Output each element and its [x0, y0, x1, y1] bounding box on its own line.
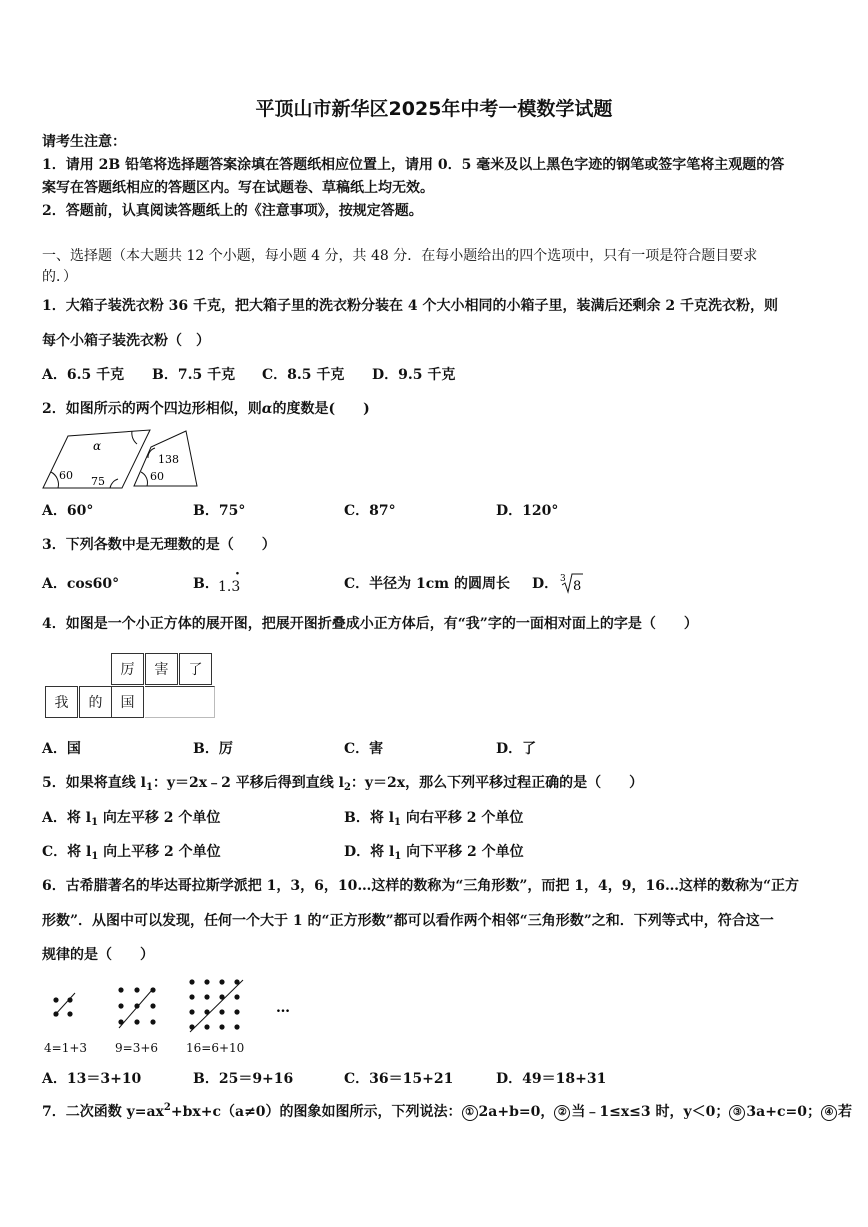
q5-stem-part-a: 5．如果将直线 l [42, 775, 146, 791]
question-4-stem: 4．如图是一个小正方体的展开图，把展开图折叠成小正方体后，有“我”字的一面相对面上的字是（ ） [42, 616, 698, 632]
q5-stem-part-c: ：y＝2x，那么下列平移过程正确的是（ ） [350, 775, 644, 791]
section-1-heading-line-2: 的．） [42, 269, 77, 285]
q3-option-b-value: 1.3 [218, 579, 241, 595]
page-title: 平顶山市新华区2025年中考一模数学试题 [255, 98, 613, 120]
dot-grid-3-dot [219, 979, 224, 984]
q2-option-c: C．87° [344, 503, 396, 519]
dot-grid-3-dot [234, 994, 239, 999]
notice-item-2: 2．答题前，认真阅读答题纸上的《注意事项》，按规定答题。 [42, 203, 423, 219]
q5-option-b-sub: 1 [394, 817, 401, 828]
q6-option-d: D．49＝18+31 [496, 1071, 607, 1087]
q5-option-d [344, 843, 524, 863]
q5-option-b [344, 809, 523, 829]
section-1-heading-line-1: 一、选择题（本大题共 12 个小题，每小题 4 分，共 48 分．在每小题给出的四个选项中，只有一项是符合题目要求 [42, 248, 758, 264]
q1-option-a: A．6.5 千克 [42, 367, 125, 383]
q7-part-b: +bx+c（a≠0）的图象如图所示，下列说法： [170, 1104, 462, 1120]
q5-option-d-text: D．将 l [344, 844, 395, 860]
q2-stem-suffix: 的度数是( ) [272, 401, 370, 417]
q7-statement-1: 2a+b=0， [478, 1104, 555, 1120]
question-1-line-1: 1．大箱子装洗衣粉 36 千克，把大箱子里的洗衣粉分装在 4 个大小相同的小箱子里，装满后还剩余 2 千克洗衣粉，则 [42, 298, 778, 314]
q7-statement-2-marker: ② [554, 1105, 570, 1121]
q2-option-d: D．120° [496, 503, 559, 519]
q2-angle-arc-5 [141, 472, 147, 486]
dot-grid-3-dot [204, 1024, 209, 1029]
q2-option-b: B．75° [193, 503, 246, 519]
dot-grid-3-dot [204, 979, 209, 984]
net-cell-li: 厉 [111, 653, 144, 685]
q2-angle-alpha-label: α [93, 439, 102, 453]
question-5-stem [42, 774, 643, 794]
q5-option-a [42, 809, 220, 829]
q5-option-c [42, 843, 221, 863]
question-6-line-3: 规律的是（ ） [42, 947, 154, 963]
question-6-line-2: 形数”．从图中可以发现，任何一个大于 1 的“正方形数”都可以看作两个相邻“三角形数”之和．下列等式中，符合这一 [42, 913, 774, 929]
dot-grid-2-dot [134, 1019, 139, 1024]
q5-option-d-sub: 1 [394, 851, 402, 862]
dot-grid-2-dot [118, 987, 123, 992]
q2-angle-75-label: 75 [91, 475, 105, 488]
notice-item-1-line-1: 1．请用 2B 铅笔将选择题答案涂填在答题纸相应位置上，请用 0．5 毫米及以上黑色字迹的钢笔或签字笔将主观题的答 [42, 157, 785, 173]
q7-part-a: 7．二次函数 y=ax [42, 1104, 164, 1120]
dot-grid-3-dot [189, 994, 194, 999]
q4-option-a: A．国 [42, 741, 81, 757]
q3-option-b-label: B． [193, 576, 219, 592]
q2-fig2-60-label: 60 [150, 470, 164, 483]
dot-patterns [53, 979, 239, 1029]
notice-heading: 请考生注意： [42, 134, 126, 150]
dot-grid-3-dot [219, 1024, 224, 1029]
dot-grid-3-dot [219, 1009, 224, 1014]
q3-radicand: 8 [573, 579, 582, 594]
square-numbers-dot-figure [44, 976, 304, 1038]
dot-grid-3-dot [189, 979, 194, 984]
dot-grid-2-dot [150, 1003, 155, 1008]
q3-radical-index: 3 [560, 574, 566, 584]
q1-option-b: B．7.5 千克 [152, 367, 236, 383]
q5-subscript-1: 1 [145, 782, 153, 793]
question-7-stem [42, 1103, 852, 1123]
net-cell-wo: 我 [45, 686, 78, 718]
q5-option-d-rest: 向下平移 2 个单位 [401, 844, 524, 860]
q3-option-d-label: D． [532, 576, 559, 592]
cube-root-8 [558, 570, 584, 596]
net-cell-hai: 害 [145, 653, 178, 685]
dot-grid-2-dot [150, 1019, 155, 1024]
dot-grid-1-dot [53, 997, 58, 1002]
q4-option-c: C．害 [344, 741, 384, 757]
q7-statement-3-marker: ③ [729, 1105, 745, 1121]
q2-angle-arc-3 [132, 431, 137, 444]
q7-statement-4: 若 [837, 1104, 852, 1120]
q2-angle-arc-4 [148, 448, 155, 458]
net-cell-guo: 国 [111, 686, 144, 718]
net-empty-area [145, 686, 215, 718]
q2-option-a: A．60° [42, 503, 94, 519]
q2-stem-prefix: 2．如图所示的两个四边形相似，则 [42, 401, 262, 417]
question-3-stem: 3．下列各数中是无理数的是（ ） [42, 537, 276, 553]
q5-option-b-text: B．将 l [344, 810, 395, 826]
net-cell-de: 的 [79, 686, 112, 718]
q5-option-c-sub: 1 [91, 851, 99, 862]
q4-option-b: B．厉 [193, 741, 233, 757]
q2-angle-arc-1 [51, 472, 58, 488]
diagonal-line-3 [190, 980, 243, 1032]
q3-option-a: A．cos60° [42, 576, 120, 592]
q5-option-a-sub: 1 [91, 817, 99, 828]
dot-grid-1-dot [67, 1011, 72, 1016]
q2-angle-60-label: 60 [59, 469, 73, 482]
dot-grid-3-dot [234, 1009, 239, 1014]
dot-grid-3-dot [234, 1024, 239, 1029]
q3-repeating-dot: · [235, 566, 240, 582]
question-1-line-2: 每个小箱子装洗衣粉（ ） [42, 333, 210, 349]
q7-superscript: 2 [163, 1102, 171, 1113]
q1-option-d: D．9.5 千克 [372, 367, 456, 383]
dot-grid-3-dot [204, 994, 209, 999]
q6-option-b: B．25＝9+16 [193, 1071, 294, 1087]
q3-option-c: C．半径为 1cm 的圆周长 [344, 576, 510, 592]
q5-subscript-2: 2 [343, 782, 351, 793]
q6-option-c: C．36＝15+21 [344, 1071, 454, 1087]
q5-option-c-rest: 向上平移 2 个单位 [98, 844, 221, 860]
dot-figure-label-2: 9=3+6 [115, 1041, 159, 1055]
q7-statement-2: 当﹣1≤x≤3 时，y＜0； [571, 1104, 730, 1120]
quadrilaterals-figure [40, 426, 210, 492]
question-2-stem [42, 400, 370, 418]
q2-alpha: α [261, 401, 273, 417]
q5-option-a-text: A．将 l [42, 810, 92, 826]
dot-grid-2-dot [150, 987, 155, 992]
q7-statement-4-marker: ④ [821, 1105, 837, 1121]
q6-option-a: A．13＝3+10 [42, 1071, 142, 1087]
q4-option-d: D．了 [496, 741, 537, 757]
dots-ellipsis: … [276, 1000, 290, 1016]
dot-grid-2-dot [118, 1003, 123, 1008]
q7-statement-3: 3a+c=0； [746, 1104, 821, 1120]
notice-item-1-line-2: 案写在答题纸相应的答题区内。写在试题卷、草稿纸上均无效。 [42, 180, 434, 196]
q2-angle-arc-2 [110, 479, 118, 488]
question-6-line-1: 6．古希腊著名的毕达哥拉斯学派把 1，3，6，10…这样的数称为“三角形数”，而把 1，4，9，16…这样的数称为“正方 [42, 878, 800, 894]
q5-option-c-text: C．将 l [42, 844, 92, 860]
dot-grid-3-dot [189, 1009, 194, 1014]
q5-stem-part-b: ：y＝2x﹣2 平移后得到直线 l [152, 775, 344, 791]
dot-figure-label-1: 4=1+3 [44, 1041, 88, 1055]
q2-fig2-138-label: 138 [158, 453, 179, 466]
net-cell-le: 了 [179, 653, 212, 685]
q5-option-a-rest: 向左平移 2 个单位 [98, 810, 221, 826]
q1-option-c: C．8.5 千克 [262, 367, 345, 383]
q5-option-b-rest: 向右平移 2 个单位 [401, 810, 524, 826]
dot-figure-label-3: 16=6+10 [186, 1041, 245, 1055]
q7-statement-1-marker: ① [462, 1105, 478, 1121]
dot-grid-2-dot [134, 987, 139, 992]
